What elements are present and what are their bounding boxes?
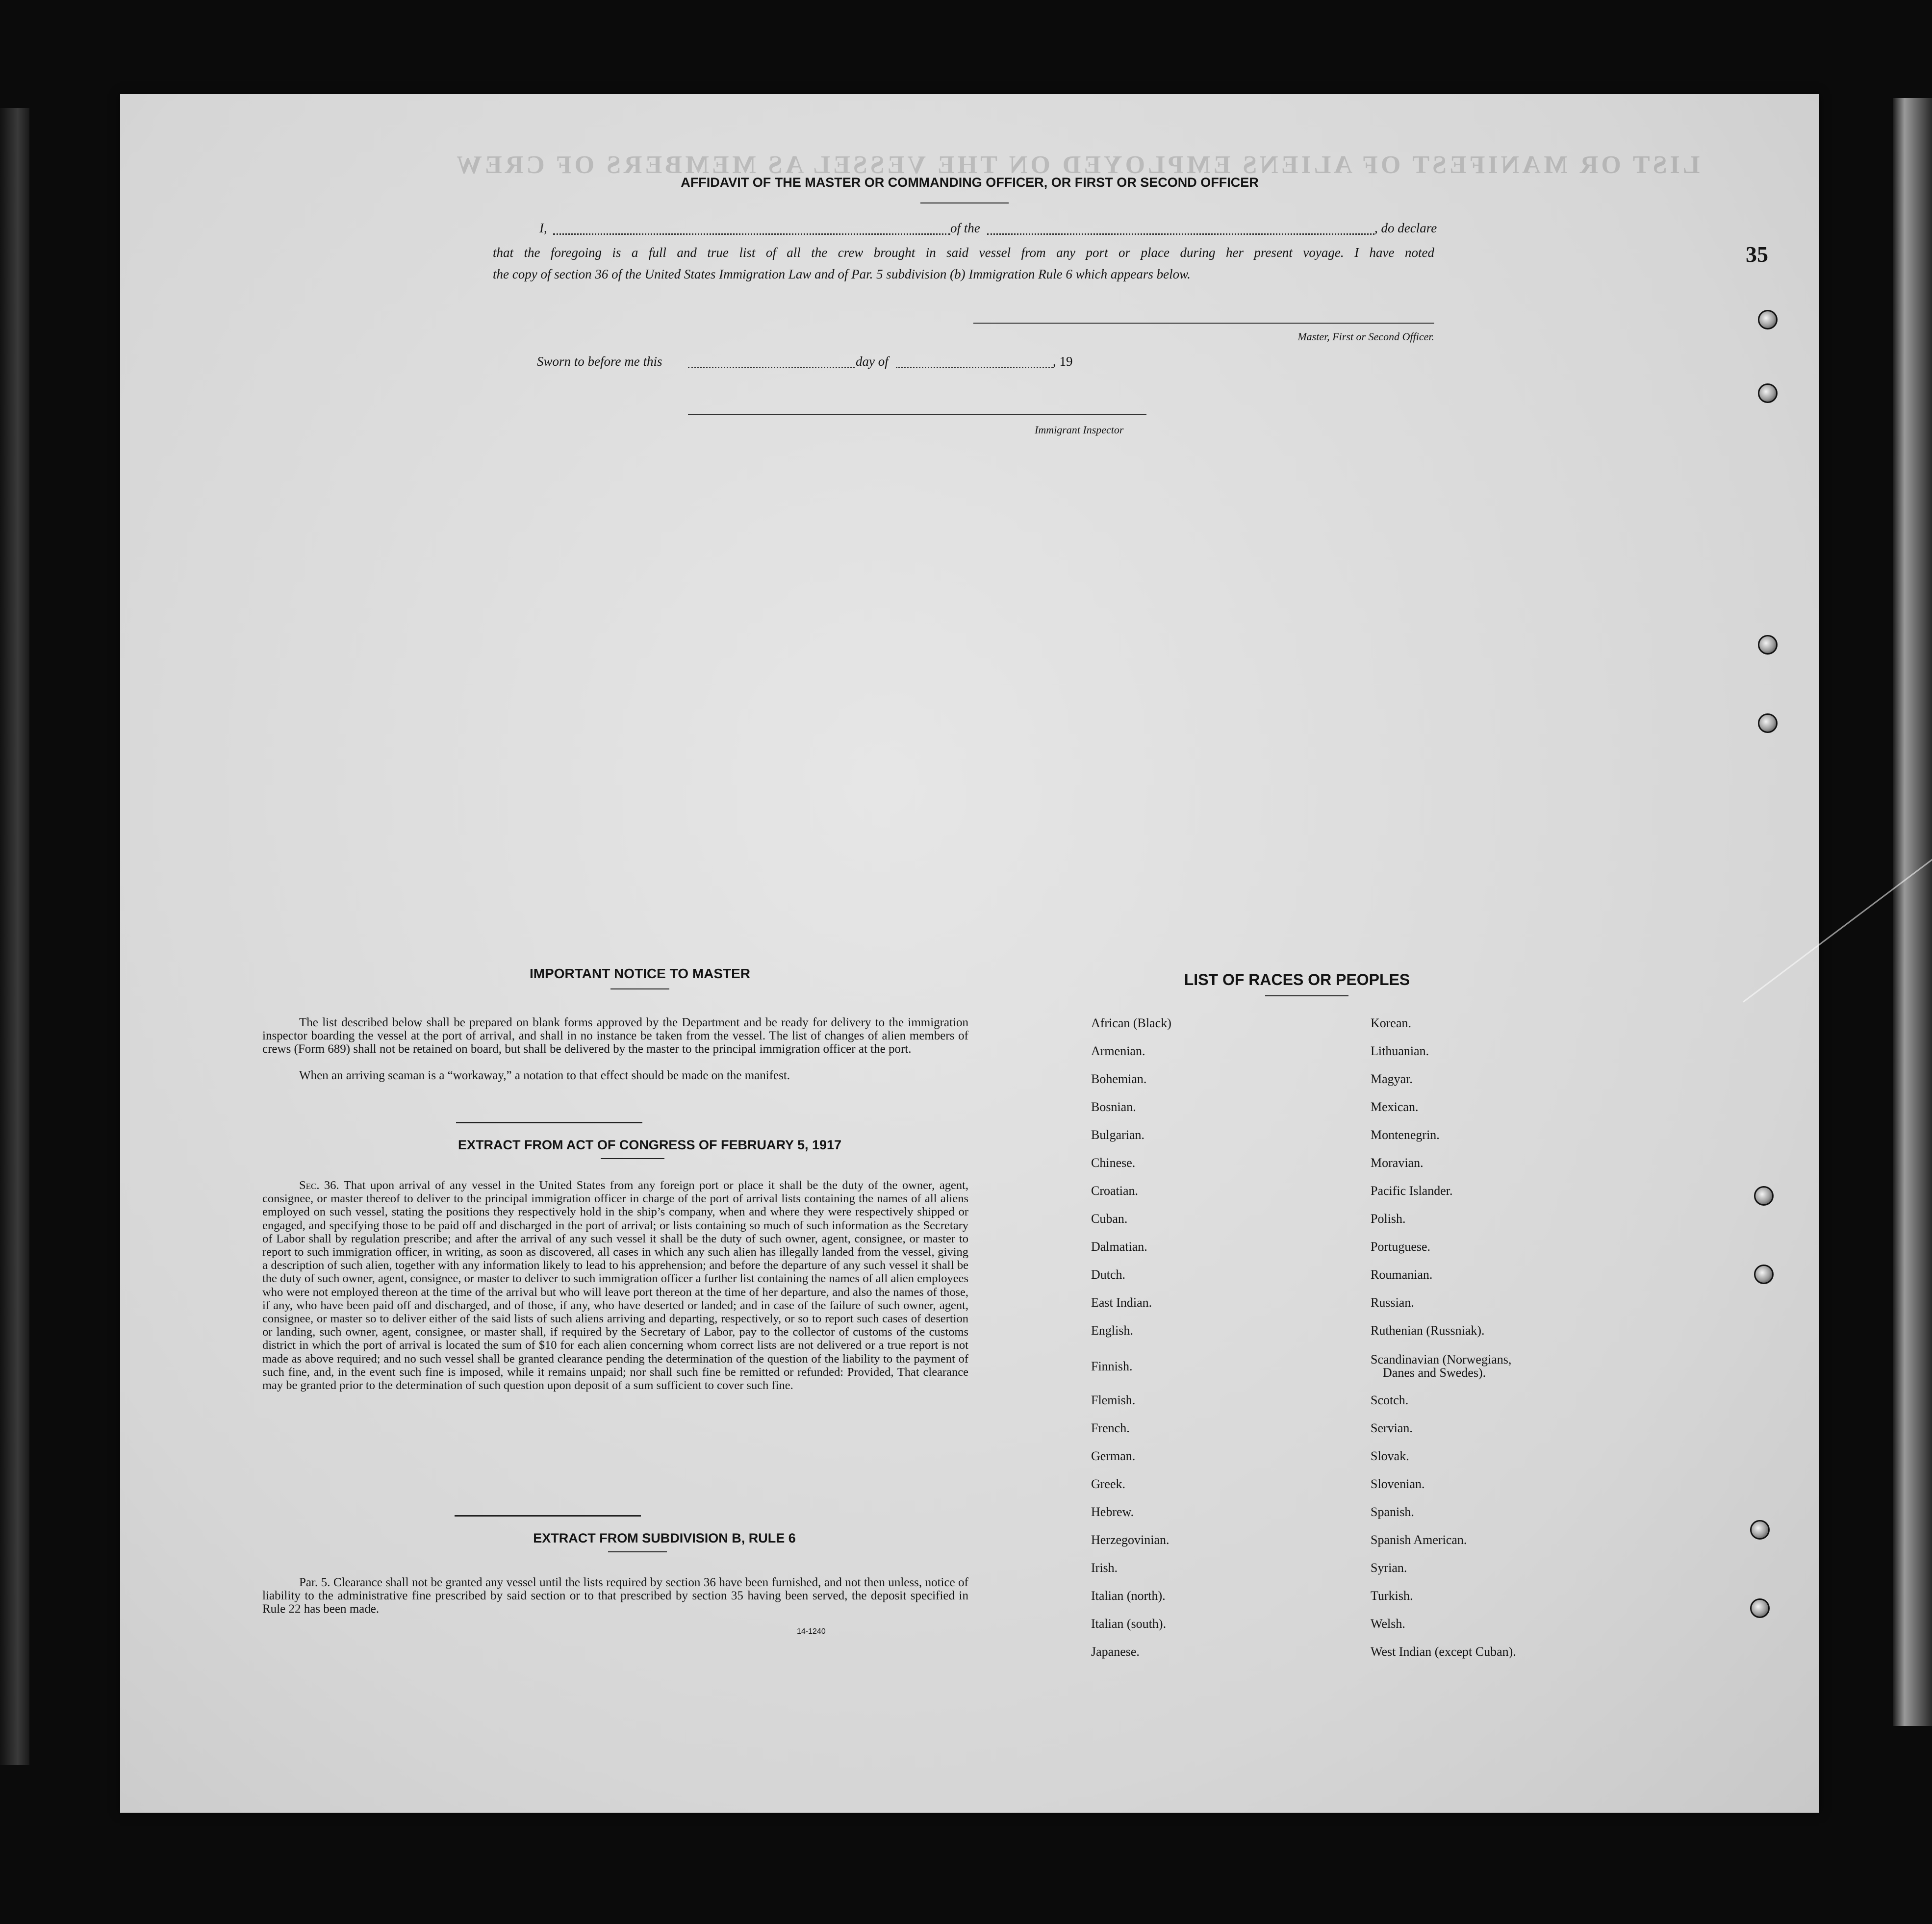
- race-item: Scandinavian (Norwegians,: [1371, 1352, 1512, 1367]
- rule6-title: EXTRACT FROM SUBDIVISION B, RULE 6: [533, 1531, 796, 1545]
- affidavit-declare: , do declare: [1374, 221, 1437, 235]
- punch-hole: [1758, 383, 1778, 403]
- race-item: Magyar.: [1371, 1072, 1413, 1086]
- race-item: Bosnian.: [1091, 1100, 1136, 1114]
- race-item: Italian (north).: [1091, 1589, 1166, 1603]
- sworn-month-field[interactable]: [896, 367, 1053, 368]
- race-item: Lithuanian.: [1371, 1044, 1429, 1058]
- sworn-day-field[interactable]: [688, 367, 855, 368]
- race-item: Spanish American.: [1371, 1533, 1467, 1547]
- race-item: Irish.: [1091, 1561, 1118, 1575]
- punch-hole: [1750, 1520, 1770, 1540]
- race-item: Turkish.: [1371, 1589, 1413, 1603]
- affidavit-i: I,: [539, 221, 547, 235]
- inspector-signature-line[interactable]: [688, 414, 1146, 415]
- race-item: Croatian.: [1091, 1184, 1139, 1198]
- race-item: English.: [1091, 1323, 1133, 1338]
- act-section-36: [262, 1179, 968, 1392]
- form-number: 14-1240: [797, 1627, 826, 1636]
- rule6-title-rule: [608, 1551, 667, 1552]
- race-item: Portuguese.: [1371, 1240, 1431, 1254]
- race-item: Slovenian.: [1371, 1477, 1425, 1491]
- affidavit-title: AFFIDAVIT OF THE MASTER OR COMMANDING OFFICER, OR FIRST OR SECOND OFFICER: [681, 175, 1259, 190]
- race-item: Mexican.: [1371, 1100, 1419, 1114]
- race-item: Hebrew.: [1091, 1505, 1134, 1519]
- race-item: Flemish.: [1091, 1393, 1136, 1407]
- sworn-year: , 19: [1053, 354, 1073, 369]
- act-title: EXTRACT FROM ACT OF CONGRESS OF FEBRUARY 5, 1917: [458, 1138, 842, 1152]
- race-item: Moravian.: [1371, 1156, 1424, 1170]
- act-divider: [455, 1515, 641, 1517]
- race-item: Dutch.: [1091, 1267, 1126, 1282]
- race-item: German.: [1091, 1449, 1136, 1463]
- races-title: LIST OF RACES OR PEOPLES: [1184, 971, 1410, 988]
- race-item: Bohemian.: [1091, 1072, 1147, 1086]
- affidavit-of-the: of the: [950, 221, 980, 235]
- race-item: Welsh.: [1371, 1617, 1405, 1631]
- master-name-field[interactable]: [553, 233, 950, 235]
- vessel-name-field[interactable]: [987, 233, 1374, 235]
- race-item: Syrian.: [1371, 1561, 1407, 1575]
- race-item: Japanese.: [1091, 1645, 1140, 1659]
- race-item: Servian.: [1371, 1421, 1413, 1435]
- race-item: Korean.: [1371, 1016, 1412, 1030]
- act-section-body: That upon arrival of any vessel in the United States from any foreign port or place it shall be the duty of the owner, agent, consignee, or master thereof to deliver to the principal immigration officer in charge of the port of arrival lists containing the names of all aliens employed on such vessel, stating the positions they respectively hold in the ship’s company, when and where they were respectively shipped or engaged, and specifying those to be paid off and discharged in the port of arrival; or lists containing so much of such information as the Secretary of Labor shall by regulation prescribe; and after the arrival of any such vessel it shall be the duty of such owner, agent, consignee, or master to report to such immigration officer, in writing, as soon as discovered, all cases in which any such alien has illegally landed from the vessel, giving a description of such alien, together with any information likely to lead to his apprehension; and before the departure of any such vessel it shall be the duty of such owner, agent, consignee, or master to deliver to such immigration officer a further list containing the names of all alien employees who were not employed thereon at the time of the arrival but who will leave port thereon at the time of her departure, and also the names of those, if any, who have been paid off and discharged, and of those, if any, who have deserted or landed; and in case of the failure of such owner, agent, consignee, or master so to deliver either of the said lists of such aliens arriving and departing, respectively, or so to report such cases of desertion or landing, such owner, agent, consignee, or master shall, if required by the Secretary of Labor, pay to the collector of customs of the customs district in which the port of arrival is located the sum of $10 for each alien concerning whom correct lists are not delivered or a true report is not made as above required; and no such vessel shall be granted clearance pending the determination of the question of the liability to the payment of such fine, and, in the event such fine is imposed, while it remains unpaid; nor shall such fine be remitted or refunded: Provided, That clearance may be granted prior to the determination of such question upon deposit of a sum sufficient to cover such fine.: [262, 1179, 968, 1392]
- race-item: West Indian (except Cuban).: [1371, 1645, 1516, 1659]
- race-item: Spanish.: [1371, 1505, 1414, 1519]
- race-item: Chinese.: [1091, 1156, 1136, 1170]
- race-item: Bulgarian.: [1091, 1128, 1145, 1142]
- race-item: Montenegrin.: [1371, 1128, 1440, 1142]
- notice-title: IMPORTANT NOTICE TO MASTER: [529, 966, 751, 981]
- race-item: Herzegovinian.: [1091, 1533, 1169, 1547]
- punch-hole: [1758, 310, 1778, 329]
- punch-hole: [1750, 1598, 1770, 1618]
- master-signature-label: Master, First or Second Officer.: [1297, 330, 1434, 343]
- act-section-label: Sec. 36.: [299, 1179, 339, 1192]
- races-title-rule: [1265, 995, 1348, 996]
- inspector-label: Immigrant Inspector: [1035, 424, 1124, 436]
- page-number: 35: [1746, 242, 1768, 267]
- punch-hole: [1758, 635, 1778, 655]
- left-adjacent-page-edge: [0, 108, 29, 1765]
- race-item: Scotch.: [1371, 1393, 1409, 1407]
- race-item: Finnish.: [1091, 1359, 1133, 1373]
- punch-hole: [1754, 1186, 1774, 1206]
- race-item: Ruthenian (Russniak).: [1371, 1323, 1485, 1338]
- race-item: Greek.: [1091, 1477, 1126, 1491]
- notice-paragraph-1: The list described below shall be prepared on blank forms approved by the Department and be ready for delivery to the immigration inspector boarding the vessel at the port of arrival, and shall in no instance be taken from the vessel. The list of changes of alien members of crews (Form 689) shall not be retained on board, but shall be delivered by the master to the principal immigration officer at the port.: [262, 1016, 968, 1056]
- notice-divider: [456, 1122, 642, 1123]
- race-item: Roumanian.: [1371, 1267, 1433, 1282]
- punch-hole: [1758, 713, 1778, 733]
- race-item: Cuban.: [1091, 1212, 1128, 1226]
- race-item-continuation: Danes and Swedes).: [1383, 1366, 1486, 1380]
- race-item: Dalmatian.: [1091, 1240, 1147, 1254]
- affidavit-line-2: that the foregoing is a full and true list of all the crew brought in said vessel from any port or place during her present voyage. I have noted: [493, 245, 1434, 260]
- sworn-day-of: day of: [856, 354, 889, 369]
- race-item: Armenian.: [1091, 1044, 1145, 1058]
- bleed-through-heading: LIST OR MANIFEST OF ALIENS EMPLOYED ON THE VESSEL AS MEMBERS OF CREW: [454, 151, 1700, 179]
- race-item: Slovak.: [1371, 1449, 1409, 1463]
- sworn-prefix: Sworn to before me this: [537, 354, 662, 369]
- act-title-rule: [601, 1158, 664, 1159]
- race-item: Polish.: [1371, 1212, 1406, 1226]
- master-signature-line[interactable]: [973, 323, 1434, 324]
- race-item: French.: [1091, 1421, 1130, 1435]
- right-adjacent-page-edge: [1893, 98, 1932, 1726]
- race-item: African (Black): [1091, 1016, 1171, 1030]
- race-item: Russian.: [1371, 1295, 1414, 1310]
- rule6-body: Par. 5. Clearance shall not be granted any vessel until the lists required by section 36 have been furnished, and not then unless, notice of liability to the administrative fine prescribed by said section or to that prescribed by section 35 having been served, the deposit specified in Rule 22 has been made.: [262, 1576, 968, 1616]
- manifest-page: [120, 94, 1819, 1813]
- notice-title-rule: [610, 988, 669, 989]
- punch-hole: [1754, 1265, 1774, 1284]
- race-item: Italian (south).: [1091, 1617, 1167, 1631]
- affidavit-line-3: the copy of section 36 of the United States Immigration Law and of Par. 5 subdivision (b) Immigration Rule 6 which appears below.: [493, 267, 1191, 281]
- race-item: East Indian.: [1091, 1295, 1152, 1310]
- notice-paragraph-2: When an arriving seaman is a “workaway,” a notation to that effect should be made on the manifest.: [299, 1069, 790, 1082]
- race-item: Pacific Islander.: [1371, 1184, 1453, 1198]
